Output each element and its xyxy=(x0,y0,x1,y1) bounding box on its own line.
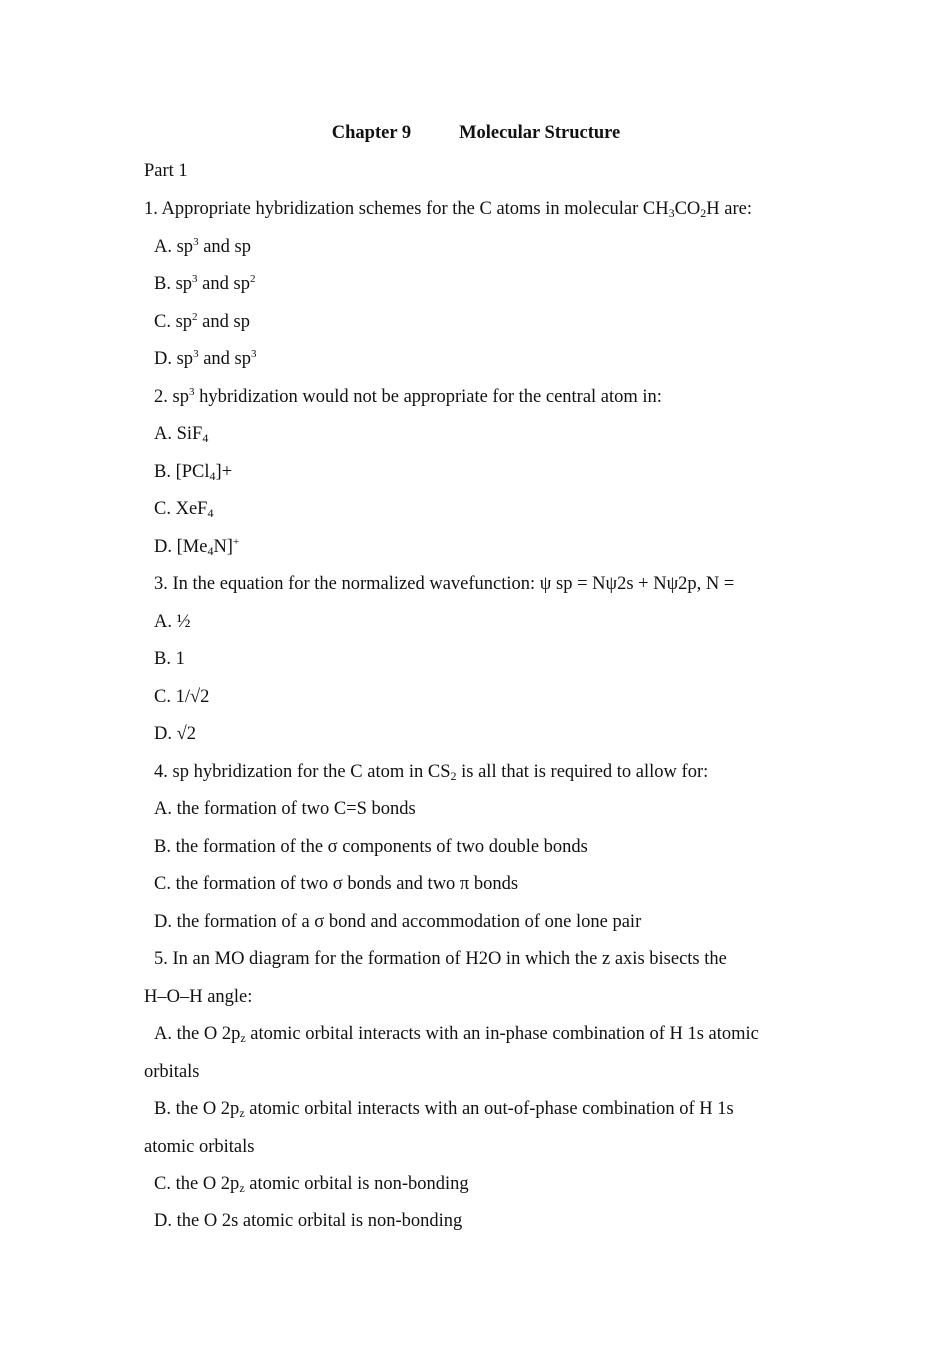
q5-option-d: D. the O 2s atomic orbital is non-bonding xyxy=(154,1211,463,1231)
q5-option-b-continuation: atomic orbitals xyxy=(144,1137,255,1157)
question-2: 2. $sp^3$ hybridization would not be appropriate for the central atom in: xyxy=(154,386,662,407)
q4-option-b: B. the formation of the σ components of two double bonds xyxy=(154,837,588,857)
q5-option-c: C. the O $2p_z$ atomic orbital is non-bonding xyxy=(154,1174,469,1195)
q4-option-d: D. the formation of a σ bond and accommodation of one lone pair xyxy=(154,912,642,932)
q1-option-c: C. $sp^2$ and sp xyxy=(154,311,250,332)
q2-option-d: D. $[Me_4N]^+$ xyxy=(154,536,240,558)
chapter-number: Chapter 9 xyxy=(331,123,412,143)
q1-option-d: D. $sp^3$ and $sp^3$ xyxy=(154,348,257,369)
question-5-continuation: H–O–H angle: xyxy=(144,987,253,1007)
q1-option-a: A. $sp^3$ and sp xyxy=(154,236,251,257)
q2-option-c: C. XeF$_4$ xyxy=(154,499,214,520)
question-3: 3. In the equation for the normalized wavefunction: ψ sp = Nψ2s + Nψ2p, N = xyxy=(154,574,735,594)
q3-option-b: B. 1 xyxy=(154,649,185,669)
q3-option-c: C. 1/√2 xyxy=(154,687,210,707)
chapter-name: Molecular Structure xyxy=(459,123,621,143)
q4-option-c: C. the formation of two σ bonds and two π bonds xyxy=(154,874,519,894)
question-1: 1. Appropriate hybridization schemes for the C atoms in molecular $CH_3CO_2H$ are: xyxy=(144,199,752,220)
q5-option-a-continuation: orbitals xyxy=(144,1062,200,1082)
q1-option-b: B. $sp^3$ and $sp^2$ xyxy=(154,273,256,294)
q3-option-d: D. √2 xyxy=(154,724,197,744)
question-4: 4. sp hybridization for the C atom in $CS_2$ is all that is required to allow for: xyxy=(154,762,709,783)
q5-option-a: A. the O $2p_z$ atomic orbital interacts with an in-phase combination of H 1s atomic xyxy=(154,1024,759,1045)
q2-option-a: A. SiF$_4$ xyxy=(154,424,209,445)
q3-option-a: A. ½ xyxy=(154,612,191,632)
q5-option-b: B. the O $2p_z$ atomic orbital interacts with an out-of-phase combination of H 1s xyxy=(154,1099,734,1120)
question-5: 5. In an MO diagram for the formation of H2O in which the z axis bisects the xyxy=(154,949,727,969)
page-title xyxy=(0,123,952,144)
q4-option-a: A. the formation of two C=S bonds xyxy=(154,799,416,819)
part-heading: Part 1 xyxy=(144,161,188,181)
q2-option-b: B. [PCl$_4$]+ xyxy=(154,462,233,483)
